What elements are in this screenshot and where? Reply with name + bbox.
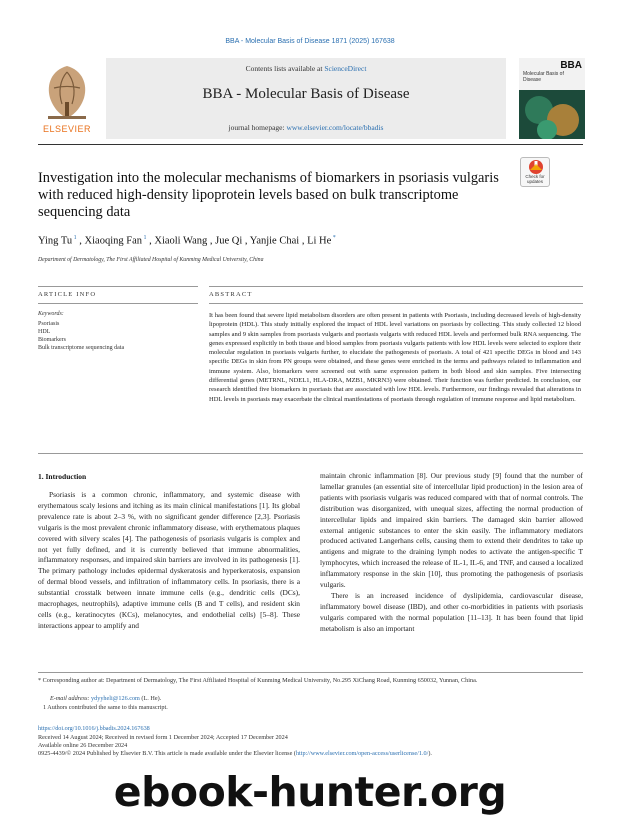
email-link[interactable]: ydyyheli@126.com xyxy=(91,695,140,702)
author-name: Yanjie Chai xyxy=(249,235,300,247)
section-heading-introduction: 1. Introduction xyxy=(38,472,87,481)
author-mark[interactable]: 1 xyxy=(141,235,147,241)
abstract-heading: ABSTRACT xyxy=(209,291,253,298)
elsevier-wordmark: ELSEVIER xyxy=(42,124,92,134)
cover-title: BBA xyxy=(560,60,582,71)
abstract-rule-lower xyxy=(209,303,583,304)
paragraph: Psoriasis is a common chronic, inflammatory, and systemic disease with erythematous scaly lesions and itching as its main clinical manifestations [1]. Its global prevalence rate is about 2–3 %, with no significant gender difference [2,3]. Psoriasis vulgaris is the most prevalent chronic inflammatory disease, with erythematous plaques covered with silvery scales [4]. The pathogenesis of psoriasis vulgaris is complex and not yet fully defined, and it is currently believed that immune abnormalities, inflammatory responses, and impaired skin barriers are involved in its pathogenesis [1]. The primary pathology includes epidermal dyskeratosis and hyperkeratosis, expansion of dermal blood vessels, and infiltration of inflammatory cells. In psoriasis, there is a substantial crosstalk between innate immune cells (e.g., dendritic cells (DCs), macrophages, neutrophils), adaptive immune cells (B and T cells), and resident skin cells (e.g., keratinocytes (KCs), melanocytes, and endothelial cells) [5–8]. These interactions appear to amplify and xyxy=(38,490,300,630)
cover-subtitle: Molecular Basis of Disease xyxy=(523,71,564,83)
author-mark[interactable]: 1 xyxy=(72,235,77,241)
author-mark[interactable]: * xyxy=(331,235,336,241)
equal-contribution-note: 1 Authors contributed the same to this manuscript. xyxy=(43,704,168,711)
keywords-list xyxy=(38,320,198,352)
keywords-label: Keywords: xyxy=(38,311,64,317)
header-rule xyxy=(38,144,583,145)
journal-cover xyxy=(519,58,585,139)
article-info-rule-lower xyxy=(38,303,198,304)
author-name: Jue Qi xyxy=(215,235,243,247)
author-name: Xiaoqing Fan xyxy=(84,235,142,247)
keyword: Psoriasis xyxy=(38,321,60,327)
homepage-link[interactable]: www.elsevier.com/locate/bbadis xyxy=(286,123,384,132)
email-note: E-mail address: ydyyheli@126.com (L. He). xyxy=(50,695,162,702)
article-title: Investigation into the molecular mechanisms of biomarkers in psoriasis vulgaris with reduced high-density lipoprotein levels based on bulk transcriptome sequencing data xyxy=(38,170,499,220)
license-link[interactable]: http://www.elsevier.com/open-access/userlicense/1.0/ xyxy=(295,750,429,757)
corresponding-author-note: * Corresponding author at: Department of Dermatology, The First Affiliated Hospital of Kunming Medical University, No.295 XiChang Road, Kunming 650032, Yunnan, China. xyxy=(38,677,478,684)
paragraph: maintain chronic inflammation [8]. Our previous study [9] found that the number of lamellar granules (an essential site of intercellular lipid production) in the lesion area of patients with psoriasis vulgaris was reduced compared with that of normal controls. The distribution was disorganized, with unequal sizes, affecting the normal production of intercellular lipids and impaired skin barriers. The damaged skin barrier allowed external antigenic substances to enter the skin easily. The inflammatory mediators produced activated Langerhans cells, causing them to extend their dendrites to take up antigens and migrate to the draining lymph nodes to activate the antigen-specific T lymphocytes, which increased the release of IL-1, IL-6, and TNF, and caused a localized inflammatory response in the skin [10], thus promoting the pathogenesis of psoriasis vulgaris. xyxy=(320,471,583,590)
check-for-updates-label: Check for updates xyxy=(525,174,545,184)
available-online: Available online 26 December 2024 xyxy=(38,742,128,749)
paragraph: There is an increased incidence of dyslipidemia, cardiovascular disease, inflammatory bowel disease (IBD), and other co-morbidities in patients with psoriasis vulgaris compared with the normal population [11–13]. It has been found that lipid metabolism is also an important xyxy=(320,590,583,633)
watermark: ebook-hunter.org xyxy=(113,768,507,816)
author-name: Xiaoli Wang xyxy=(154,235,208,247)
abstract-rule xyxy=(209,286,583,287)
homepage-line: journal homepage: www.elsevier.com/locate/bbadis xyxy=(228,123,384,132)
article-info-rule xyxy=(38,286,198,287)
license-line: 0925-4439/© 2024 Published by Elsevier B.V. This article is made available under the Elsevier license (http://www.elsevier.com/open-access/userlicense/1.0/). xyxy=(38,750,432,757)
affiliation: Department of Dermatology, The First Affiliated Hospital of Kunming Medical University, China xyxy=(38,257,264,263)
footnote-rule xyxy=(38,672,583,673)
contents-line: Contents lists available at ScienceDirect xyxy=(245,64,367,73)
received-dates: Received 14 August 2024; Received in revised form 1 December 2024; Accepted 17 December 2024 xyxy=(38,734,288,741)
article-info-heading: ARTICLE INFO xyxy=(38,291,97,298)
author-name: Ying Tu xyxy=(38,235,73,247)
author-name: Li He xyxy=(307,235,332,247)
intro-column-right xyxy=(320,471,583,635)
cover-art xyxy=(519,90,585,139)
keyword: Bulk transcriptome sequencing data xyxy=(38,345,125,351)
author-list: Ying Tu $^1$ , Xiaoqing Fan $^1$ , Xiaoli Wang , Jue Qi , Yanjie Chai , Li He * xyxy=(38,235,336,247)
keyword: HDL xyxy=(38,329,51,335)
journal-name: BBA - Molecular Basis of Disease xyxy=(202,86,410,102)
abstract-bottom-rule xyxy=(38,453,583,454)
journal-reference[interactable]: BBA - Molecular Basis of Disease 1871 (2025) 167638 xyxy=(225,38,395,45)
intro-column-left xyxy=(38,490,300,632)
keyword: Biomarkers xyxy=(38,337,66,343)
sciencedirect-link[interactable]: ScienceDirect xyxy=(324,64,367,73)
doi-link[interactable]: https://doi.org/10.1016/j.bbadis.2024.167638 xyxy=(38,725,150,732)
abstract-text: It has been found that severe lipid metabolism disorders are often present in patients with Psoriasis, including decreased levels of high-density lipoprotein (HDL). This study initially explored the impact of HDL level variations on psoriasis by collecting. This study collected 12 blood samples and 9 skin samples from psoriasis vulgaris and psoriasis vulgaris with reduced HDL levels and performed bulk RNA sequencing. The genes expressed explicitly in both tissue and blood samples from psoriasis vulgaris patients with low HDL levels were selected to explore their molecular regulation in psoriasis vulgaris further, to elucidate the pathogenesis of psoriasis. A total of 421 specific DEGs in blood and 143 specific DEGs in skin from PN groups were obtained, and these genes were enriched in the terms and pathways related to inflammation and immune system. Also, biomarkers were screened out with same expression pattern in both blood and skin samples. Five intersecting differential genes (METRNL, NDEL1, HLA-DRA, MZB1, MKRN3) were obtained. Their function was further predicted. In conclusion, our research identified five biomarkers in psoriasis that are associated with low HDL levels. Furthermore, our findings revealed that alterations in HDL levels in psoriasis may exacerbate the clinical manifestations of psoriasis through regulation of immune response and lipid metabolism. xyxy=(209,312,581,403)
